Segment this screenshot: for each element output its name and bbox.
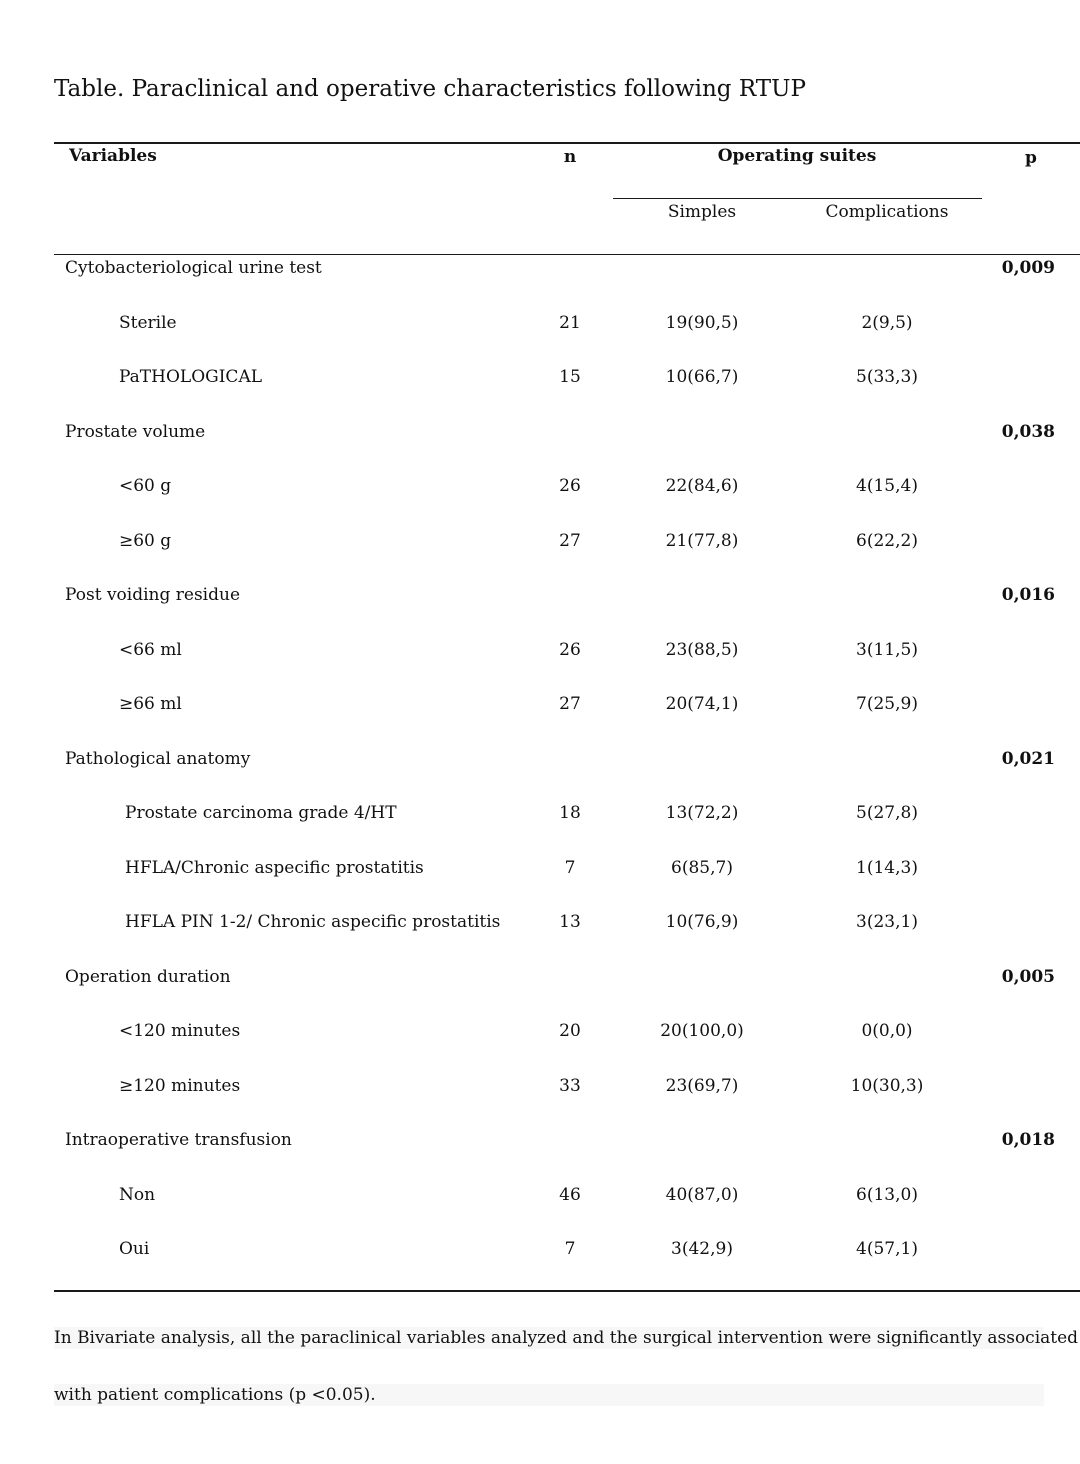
table-row-label: ≥60 g [119, 531, 172, 551]
header-p: p [1025, 148, 1037, 168]
table-row-simples: 23(88,5) [665, 640, 739, 660]
table-row-n: 26 [559, 476, 581, 496]
table-row-complications: 7(25,9) [856, 694, 918, 714]
table-row-label: <66 ml [119, 640, 182, 660]
table-top-rule [54, 142, 1080, 144]
table-row-simples: 19(90,5) [665, 313, 739, 333]
table-row-n: 7 [564, 1239, 576, 1259]
table-row-complications: 5(27,8) [856, 803, 918, 823]
section-p-value: 0,021 [1001, 749, 1055, 769]
header-simples: Simples [667, 202, 737, 222]
table-row-n: 18 [559, 803, 581, 823]
table-row-label: Oui [119, 1239, 150, 1259]
table-row-complications: 4(57,1) [856, 1239, 918, 1259]
section-p-value: 0,016 [1001, 585, 1055, 605]
table-row-simples: 6(85,7) [671, 858, 733, 878]
table-row-n: 20 [559, 1021, 581, 1041]
header-bottom-rule [54, 254, 1080, 255]
header-operating-suites: Operating suites [717, 146, 877, 166]
section-label: Intraoperative transfusion [65, 1130, 292, 1150]
table-row-n: 27 [559, 531, 581, 551]
table-row-simples: 21(77,8) [665, 531, 739, 551]
table-row-simples: 10(66,7) [665, 367, 739, 387]
table-row-label: Non [119, 1185, 156, 1205]
section-label: Cytobacteriological urine test [65, 258, 322, 278]
header-variables: Variables [69, 146, 157, 166]
table-row-simples: 22(84,6) [665, 476, 739, 496]
table-row-label: <60 g [119, 476, 172, 496]
table-row-simples: 20(100,0) [660, 1021, 744, 1041]
table-row-complications: 5(33,3) [856, 367, 918, 387]
table-row-label: PaTHOLOGICAL [119, 367, 263, 387]
table-row-simples: 3(42,9) [671, 1239, 733, 1259]
table-row-complications: 6(13,0) [856, 1185, 918, 1205]
footnote-line-2: with patient complications (p <0.05). [54, 1384, 1044, 1406]
table-row-label: ≥66 ml [119, 694, 182, 714]
table-row-n: 21 [559, 313, 581, 333]
table-bottom-rule [54, 1290, 1080, 1292]
section-p-value: 0,018 [1001, 1130, 1055, 1150]
table-row-complications: 3(11,5) [856, 640, 918, 660]
table-row-n: 46 [559, 1185, 581, 1205]
section-p-value: 0,038 [1001, 422, 1055, 442]
header-n: n [563, 147, 577, 167]
table-row-complications: 2(9,5) [861, 313, 913, 333]
table-row-label: <120 minutes [119, 1021, 241, 1041]
table-row-n: 26 [559, 640, 581, 660]
table-row-simples: 10(76,9) [665, 912, 739, 932]
table-row-label: HFLA/Chronic aspecific prostatitis [125, 858, 424, 878]
table-row-complications: 0(0,0) [861, 1021, 913, 1041]
table-title: Table. Paraclinical and operative characteristics following RTUP [54, 76, 806, 102]
table-row-complications: 3(23,1) [856, 912, 918, 932]
table-row-complications: 10(30,3) [850, 1076, 924, 1096]
table-row-n: 27 [559, 694, 581, 714]
table-row-simples: 13(72,2) [665, 803, 739, 823]
section-label: Pathological anatomy [65, 749, 251, 769]
footnote-line-1: In Bivariate analysis, all the paraclinical variables analyzed and the surgical intervention were significantly associated [54, 1328, 1079, 1348]
table-row-label: Prostate carcinoma grade 4/HT [125, 803, 397, 823]
table-row-complications: 1(14,3) [856, 858, 918, 878]
table-row-simples: 23(69,7) [665, 1076, 739, 1096]
table-row-simples: 20(74,1) [665, 694, 739, 714]
table-row-n: 15 [559, 367, 581, 387]
section-p-value: 0,009 [1001, 258, 1055, 278]
table-row-complications: 6(22,2) [856, 531, 918, 551]
table-row-simples: 40(87,0) [665, 1185, 739, 1205]
section-label: Operation duration [65, 967, 231, 987]
table-row-label: Sterile [119, 313, 177, 333]
table-row-label: HFLA PIN 1-2/ Chronic aspecific prostatitis [125, 912, 501, 932]
table-row-n: 13 [559, 912, 581, 932]
table-row-n: 33 [559, 1076, 581, 1096]
table-row-label: ≥120 minutes [119, 1076, 241, 1096]
header-group-rule [613, 198, 982, 199]
table-row-complications: 4(15,4) [856, 476, 918, 496]
table-row-n: 7 [564, 858, 576, 878]
section-label: Prostate volume [65, 422, 206, 442]
section-p-value: 0,005 [1001, 967, 1055, 987]
section-label: Post voiding residue [65, 585, 241, 605]
header-complications: Complications [825, 202, 949, 222]
